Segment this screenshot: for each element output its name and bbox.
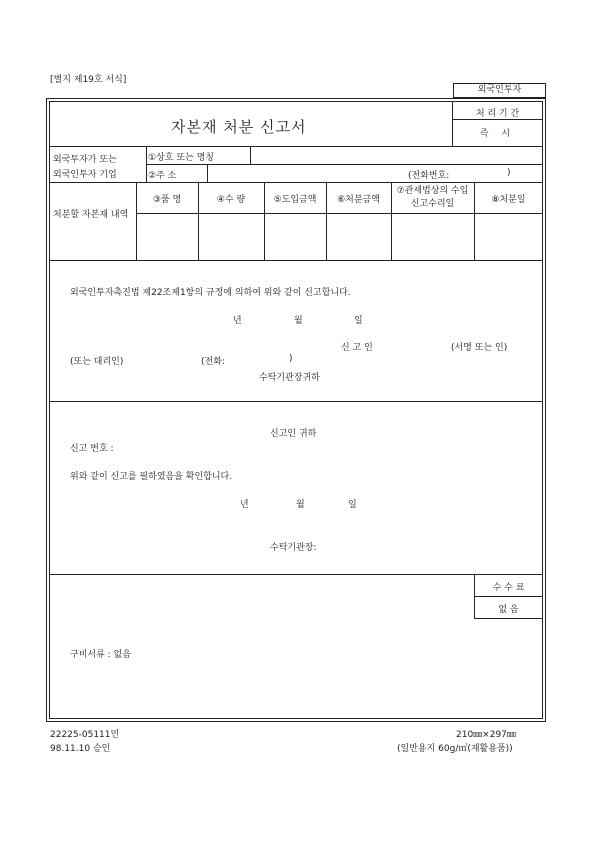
declaration-statement: 외국인투자촉진법 제22조제1항의 규정에 의하여 위와 같이 신고합니다. — [70, 288, 351, 298]
divider — [49, 401, 543, 402]
divider — [250, 146, 251, 164]
column-header-quantity: ④수 량 — [216, 195, 246, 205]
confirmation-addressee: 신고인 귀하 — [270, 429, 317, 439]
form-label: [별지 제19호 서식] — [50, 75, 127, 85]
declaration-date-year: 년 — [233, 316, 242, 326]
phone-field-label: (전화번호: — [408, 171, 450, 181]
confirmation-authority: 수탁기관장: — [270, 543, 317, 553]
column-header-item: ③품 명 — [152, 195, 182, 205]
column-header-import-amount: ⑤도입금액 — [273, 195, 317, 205]
confirmation-statement: 위와 같이 신고를 필하였음을 확인합니다. — [70, 472, 233, 482]
report-number-label: 신고 번호 : — [70, 444, 114, 454]
divider — [207, 164, 208, 182]
confirmation-date-year: 년 — [240, 500, 249, 510]
declarant-phone-label: (전화: — [201, 357, 225, 367]
divider — [136, 213, 543, 214]
divider — [474, 596, 543, 597]
declaration-addressee: 수탁기관장귀하 — [259, 373, 320, 383]
column-header-customs-date: ⑦관세법상의 수입 신고수리일 — [396, 186, 469, 209]
paper-spec: (일반용지 60g/㎡(재활용품)) — [397, 744, 513, 754]
divider — [49, 260, 543, 261]
divider — [49, 574, 543, 575]
declarant-phone-close: ) — [289, 354, 293, 364]
investor-type-badge: 외국인투자 — [453, 83, 546, 98]
fee-label: 수 수 료 — [492, 583, 525, 593]
paper-size: 210㎜×297㎜ — [456, 730, 516, 740]
agent-label: (또는 대리인) — [70, 357, 124, 367]
divider — [49, 146, 543, 147]
name-field-label: ①상호 또는 명칭 — [148, 153, 214, 163]
divider — [452, 119, 543, 120]
address-field-label: ②주 소 — [148, 171, 177, 181]
column-header-disposal-date: ⑧처분일 — [491, 195, 526, 205]
required-documents: 구비서류 : 없음 — [70, 650, 131, 660]
declarant-label: 신 고 인 — [341, 343, 373, 353]
signature-label: (서명 또는 인) — [451, 343, 508, 353]
applicant-label-line2: 외국인투자 기업 — [53, 170, 117, 180]
goods-section-label: 처분할 자본재 내역 — [53, 210, 129, 220]
divider — [49, 182, 543, 183]
confirmation-date-day: 일 — [348, 500, 357, 510]
applicant-label-line1: 외국투자가 또는 — [53, 155, 117, 165]
form-code: 22225-05111민 — [50, 730, 120, 740]
processing-period-value: 즉 시 — [479, 129, 516, 139]
divider — [146, 164, 543, 165]
approval-date: 98.11.10 승인 — [50, 744, 111, 754]
phone-field-close: ) — [507, 168, 511, 178]
divider — [474, 618, 543, 619]
confirmation-date-month: 월 — [296, 500, 305, 510]
declaration-date-day: 일 — [354, 316, 363, 326]
form-title: 자본재 처분 신고서 — [171, 118, 307, 136]
processing-period-label: 처 리 기 간 — [475, 109, 520, 119]
declaration-date-month: 월 — [294, 316, 303, 326]
column-header-disposal-amount: ⑥처분금액 — [337, 195, 380, 205]
fee-value: 없 음 — [498, 605, 519, 615]
